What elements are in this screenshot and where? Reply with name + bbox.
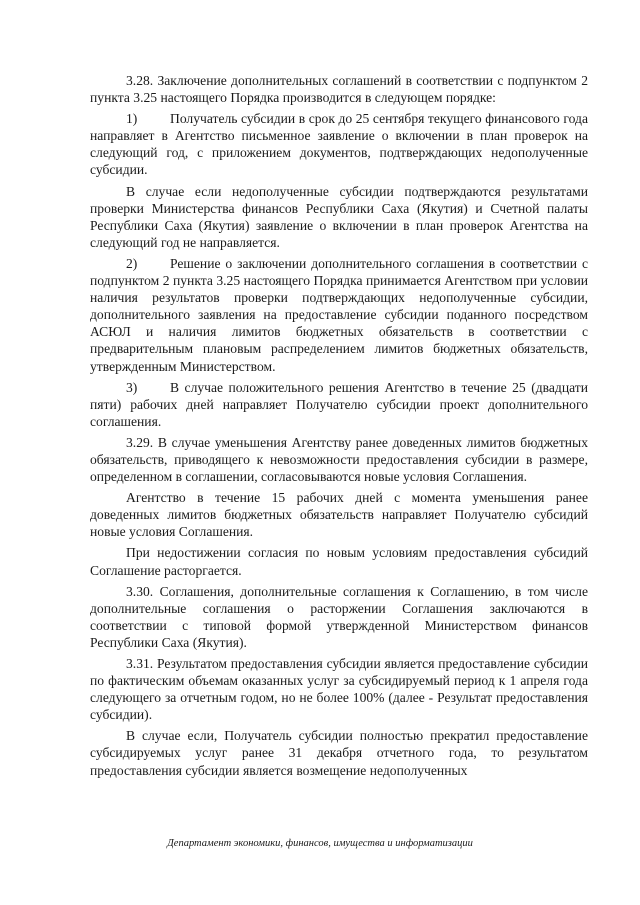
- paragraph-text: В случае положительного решения Агентство в течение 25 (двадцати пяти) рабочих дней направляет Получателю субсидии проект дополнительного соглашения.: [90, 379, 588, 429]
- paragraph-text: В случае если, Получатель субсидии полностью прекратил предоставление субсидируемых услуг ранее 31 декабря отчетного года, то результатом предоставления субсидии является возмещение недополученных: [90, 728, 588, 778]
- paragraph-3-29-notice: [90, 489, 588, 540]
- paragraph-3-29: [90, 434, 588, 485]
- paragraph-3-30: [90, 583, 588, 651]
- paragraph-text: При недостижении согласия по новым условиям предоставления субсидий Соглашение расторгается.: [90, 545, 588, 578]
- paragraph-item-1: [90, 110, 588, 178]
- paragraph-item-2: [90, 255, 588, 375]
- paragraph-3-31: [90, 655, 588, 723]
- page-footer: Департамент экономики, финансов, имущества и информатизации: [167, 838, 473, 849]
- paragraph-item-3: [90, 379, 588, 430]
- paragraph-text: 3.30. Соглашения, дополнительные соглашения к Соглашению, в том числе дополнительные соглашения о расторжении Соглашения заключаются в соответствии с типовой формой утвержденной Министерством финансов Республики Саха (Якутия).: [90, 583, 588, 650]
- paragraph-3-29-termination: [90, 544, 588, 578]
- paragraph-text: 3.31. Результатом предоставления субсидии является предоставление субсидии по фактическим объемам оказанных услуг за субсидируемый период к 1 апреля года следующего за отчетным годом, но не более 100% (далее - Результат предоставления субсидии).: [90, 656, 588, 723]
- paragraph-3-31-termination-case: [90, 727, 588, 778]
- paragraph-number: 3): [126, 379, 138, 395]
- document-body: [90, 72, 588, 779]
- paragraph-text: 3.28. Заключение дополнительных соглашений в соответствии с подпунктом 2 пункта 3.25 настоящего Порядка производится в следующем порядке:: [90, 73, 588, 106]
- paragraph-number: 1): [126, 111, 138, 127]
- paragraph-text: Агентство в течение 15 рабочих дней с момента уменьшения ранее доведенных лимитов бюджетных обязательств направляет Получателю субсидий новые условия Соглашения.: [90, 490, 588, 540]
- paragraph-3-28: [90, 72, 588, 106]
- paragraph-text: Решение о заключении дополнительного соглашения в соответствии с подпунктом 2 пункта 3.25 настоящего Порядка принимается Агентством при условии наличия результатов проверки подтверждающих недополученные субсидии, дополнительного заявления на предоставление субсидии поданного посредством АСЮЛ и наличия лимитов бюджетных обязательств в соответствии с предварительным плановым распределением лимитов бюджетных обязательств, утвержденным Министерством.: [90, 255, 588, 374]
- paragraph-text: Получатель субсидии в срок до 25 сентября текущего финансового года направляет в Агентство письменное заявление о включении в план проверок на следующий год, с приложением документов, подтверждающих недополученные субсидии.: [90, 111, 588, 178]
- paragraph-text: 3.29. В случае уменьшения Агентству ранее доведенных лимитов бюджетных обязательств, приводящего к невозможности предоставления субсидии в размере, определенном в соглашении, согласовываются новые условия Соглашения.: [90, 434, 588, 485]
- paragraph-text: В случае если недополученные субсидии подтверждаются результатами проверки Министерства финансов Республики Саха (Якутия) и Счетной палаты Республики Саха (Якутия) заявление о включении в план проверок Агентства на следующий год не направляется.: [90, 183, 588, 250]
- paragraph-number: 2): [126, 255, 138, 271]
- paragraph-item-1-note: [90, 183, 588, 251]
